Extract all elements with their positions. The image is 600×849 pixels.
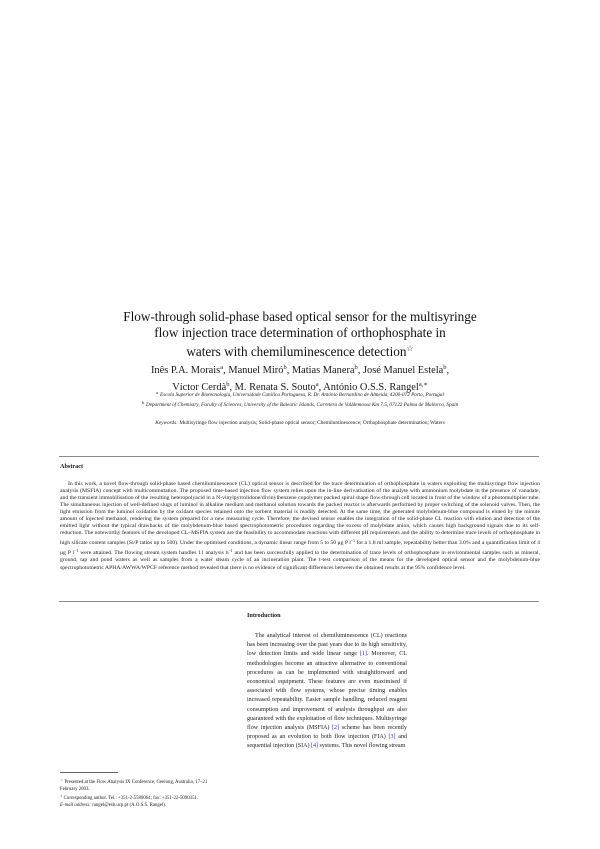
title-note-mark[interactable]: ☆: [406, 344, 414, 353]
footnote: ☆ Presented at the Flow Analysis IX Conference, Geelong, Australia, 17–21 February 2003.: [60, 778, 208, 792]
email-link[interactable]: rangel@esb.ucp.pt (A.O.S.S. Rangel).: [92, 802, 167, 808]
author-affiliation-mark[interactable]: a: [315, 381, 319, 388]
author-affiliation-mark[interactable]: b: [443, 364, 447, 371]
footnote: ∗ Corresponding author. Tel.: +351-2-5580064; fax: +351-22-5090351.: [60, 794, 199, 802]
footnote-divider: [60, 772, 118, 773]
abstract-text: In this work, a novel flow-through solid-phase based chemiluminescence (CL) optical sensor is described for the trace determination of orthophosphate in waters exploiting the multisyringe flow injection analysis (MSFIA) concept with multicommutation. The proposed time-based injection flow system relies upon the in-line derivatisation of the analyte with ammonium molybdate in the presence of vanadate, and the transient immobilisation of the resulting heteropolyacid in a N-vinylpyrrolidone/divinylbenzene copolymer packed spiral shape flow-through cell located in front of the window of a photomultiplier tube. The simultaneous injection of well-defined slugs of luminol in alkaline medium and methanol solution towards the packed reactor is afterwards performed by proper switching of the solenoid valves. Then, the light emission from the luminol oxidation by the oxidant species retained onto the sorbent material is readily detected. At the same time, the generated molybdenum-blue compound is eluted by the minute amount of injected methanol, rendering the system prepared for a new measuring cycle. Therefore, the devised sensor enables the integration of the solid-phase CL reaction with elution and detection of the emitted light without the typical drawbacks of the molybdenum-blue based spectrophotometric procedures regarding the excess of molybdate anion, which causes high background signals due to its self-reduction. The noteworthy features of the developed CL–MSFIA system are the feasibility to accommodate reactions with different pH requirements and the ability to determine trace levels of orthophosphate in high silicate content samples (Si/P ratios up to 500). Under the optimised conditions, a dynamic linear range from 5 to 50 μg P $l^{-1}$ for a 1.8 ml sample, repeatability better than 3.0% and a quantification limit of 4 μg P $l^{-1}$ were attained. The flowing stream system handles 11 analysis $h^{-1}$ and has been successfully applied to the determination of trace levels of orthophosphate in environmental samples such as mineral, ground, tap and pond waters as well as samples from a water steam cycle of an incineration plant. The t-test comparison of the means for the developed optical sensor and the molybdenum-blue spectrophotometric APHA/AWWA/WPCF reference method revealed that there is no evidence of significant differences between the obtained results at the 95% confidence level.: [60, 481, 541, 571]
footnotes: [60, 777, 214, 809]
article-title: [50, 309, 550, 360]
author-name: Matias Manera: [291, 365, 355, 376]
author-list: Inês P.A. Morais$^a$, Manuel Miró$^b$, Matias Manera$^b$, José Manuel Estela$^b$, Víctor Cerdà$^b$, M. Renata S. Souto$^a$, António O.S.S. Rangel$^{a,∗}$: [150, 364, 450, 393]
author-affiliation-mark[interactable]: b: [283, 364, 287, 371]
author-name: Víctor Cerdà: [172, 382, 227, 393]
author-affiliation-mark[interactable]: a: [220, 364, 224, 371]
author-affiliation-mark[interactable]: b: [354, 364, 358, 371]
author-name: José Manuel Estela: [362, 365, 444, 376]
keywords-label: Keywords:: [155, 420, 178, 426]
divider: [59, 456, 539, 457]
citation-link[interactable]: [2]: [332, 725, 340, 732]
introduction-text: The analytical interest of chemiluminescence (CL) reactions has been increasing over the past years due to its high sensitivity, low detection limits and wide linear range [1]. Moreover, CL methodologies become an attractive alternative to conventional procedures as can be implemented with straightforward and economical equipment. These features are even maximised if associated with flow systems, whose precise timing enables increased repeatability. Easier sample handling, reduced reagent consumption and improvement of analysis throughput are also guaranteed with the exploitation of flow techniques. Multisyringe flow injection analysis (MSFIA) [2] scheme has been recently proposed as an evolution to both flow injection (FIA) [3] and sequential injection (SIA) [4] systems. This novel flowing stream: [247, 633, 407, 750]
divider: [59, 601, 539, 602]
keywords: [40, 420, 560, 427]
section-heading-introduction: Introduction: [247, 612, 281, 619]
citation-link[interactable]: [1]: [359, 651, 367, 658]
author-name: Manuel Miró: [228, 365, 284, 376]
abstract-heading: Abstract: [60, 463, 84, 470]
title-line: Flow-through solid-phase based optical sensor for the multisyringe: [123, 309, 477, 324]
citation-link[interactable]: [3]: [388, 734, 396, 741]
affiliation: $^b$ Department of Chemistry, Faculty of Sciences, University of the Balearic Islands, Carretera de Valldemossa Km 7.5, 07122 Palma de Mallorca, Spain: [141, 400, 459, 408]
title-line: waters with chemiluminescence detection☆: [186, 344, 414, 359]
author-affiliation-mark[interactable]: b: [226, 381, 230, 388]
citation-link[interactable]: [4]: [310, 743, 319, 750]
author-name: Inês P.A. Morais: [150, 365, 221, 376]
title-line: flow injection trace determination of orthophosphate in: [154, 325, 446, 340]
footnote-email: E-mail address: rangel@esb.ucp.pt (A.O.S.S. Rangel).: [60, 802, 167, 808]
keywords-text: Multisyringe flow injection analysis; Solid-phase optical sensor; Chemiluminescence; Orthophosphate determination; Waters: [179, 420, 445, 426]
author-name: António O.S.S. Rangel: [323, 382, 419, 393]
affiliation: $^a$ Escola Superior de Biotecnologia, Universidade Católica Portuguesa, R. Dr. António Bernardino de Almeida, 4200-072 Porto, Portugal: [156, 390, 444, 398]
affiliations: [60, 389, 540, 409]
author-affiliation-mark[interactable]: a,∗: [418, 381, 428, 388]
author-name: M. Renata S. Souto: [234, 382, 316, 393]
